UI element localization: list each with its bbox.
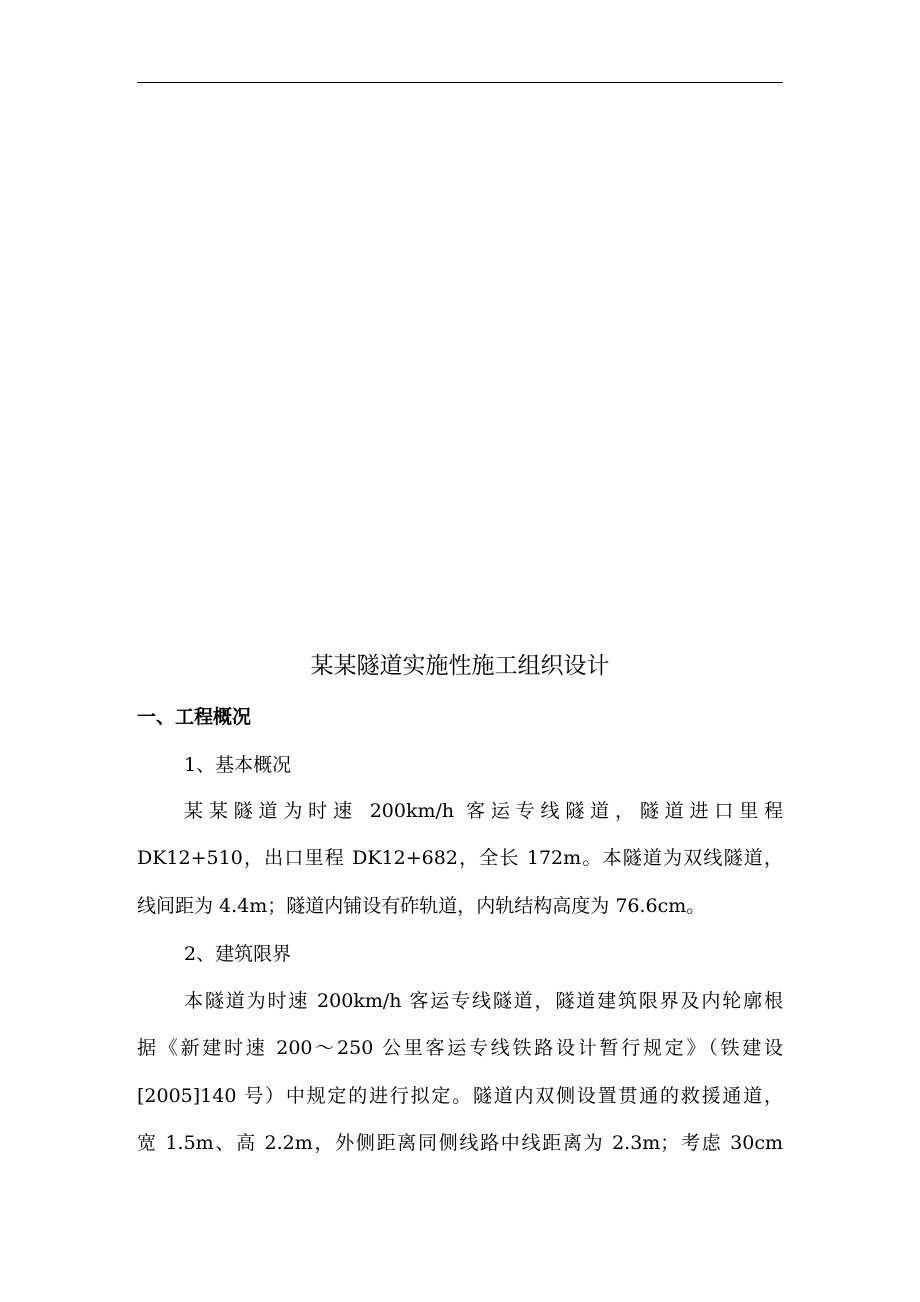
paragraph-line: 宽 1.5m、高 2.2m，外侧距离同侧线路中线距离为 2.3m；考虑 30cm	[137, 1132, 783, 1154]
paragraph-line: 据《新建时速 200～250 公里客运专线铁路设计暂行规定》（铁建设	[137, 1037, 783, 1059]
paragraph-line: DK12+510，出口里程 DK12+682，全长 172m。本隧道为双线隧道，	[137, 847, 783, 869]
paragraph-line: [2005]140 号）中规定的进行拟定。隧道内双侧设置贯通的救援通道，	[137, 1085, 783, 1107]
subsection-heading-clearance: 2、建筑限界	[184, 943, 292, 965]
paragraph-line: 线间距为 4.4m；隧道内铺设有砟轨道，内轨结构高度为 76.6cm。	[137, 895, 706, 917]
paragraph-line: 某某隧道为时速 200km/h 客运专线隧道，隧道进口里程	[184, 800, 783, 822]
paragraph-line: 本隧道为时速 200km/h 客运专线隧道，隧道建筑限界及内轮廓根	[184, 990, 783, 1012]
subsection-heading-basic: 1、基本概况	[184, 754, 292, 776]
section-heading: 一、工程概况	[137, 706, 252, 728]
header-rule	[137, 82, 783, 83]
document-title: 某某隧道实施性施工组织设计	[310, 653, 610, 679]
